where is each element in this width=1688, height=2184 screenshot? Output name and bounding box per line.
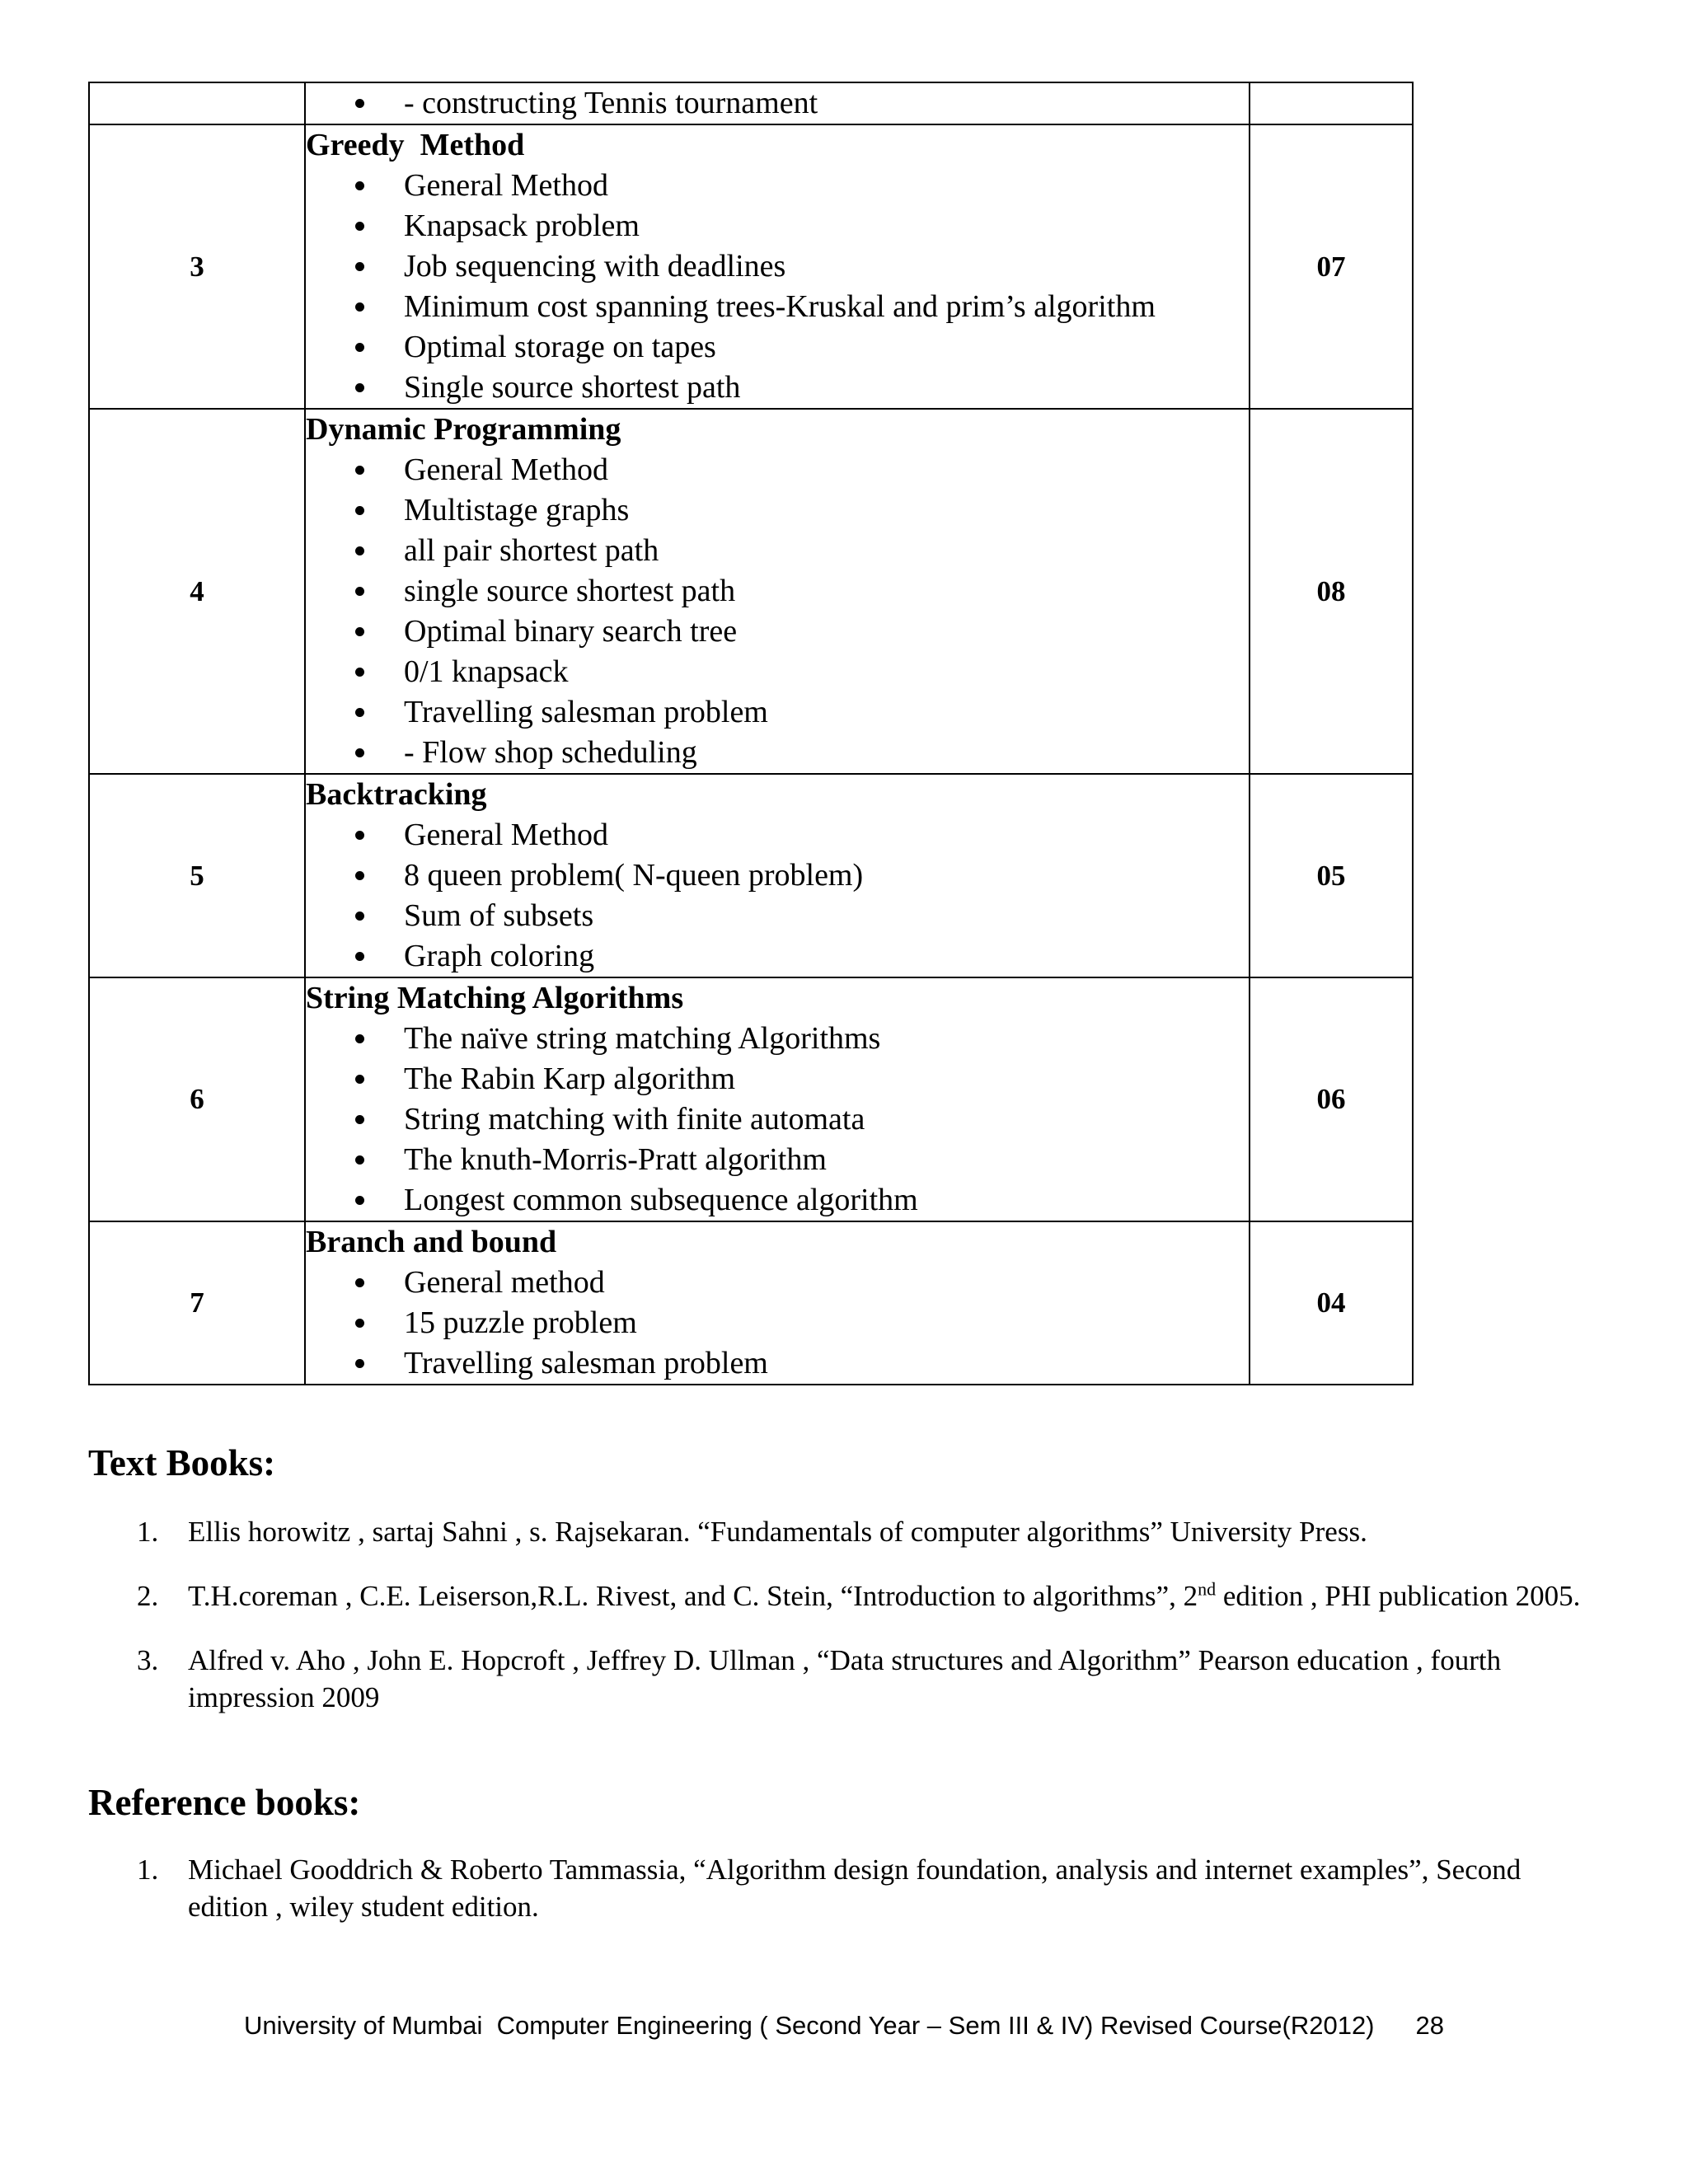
module-row [89,977,1413,1221]
module-hours: 06 [1250,977,1413,1221]
module-hours: 08 [1250,409,1413,774]
page-footer [0,2009,1688,2042]
topic-item: Optimal storage on tapes [306,327,1249,368]
book-citation: Alfred v. Aho , John E. Hopcroft , Jeffrey D. Ullman , “Data structures and Algorithm” Pearson education , fourth impression 2009 [188,1644,1502,1713]
module-content [305,82,1250,124]
topic-list [306,450,1249,773]
topic-list [306,166,1249,408]
module-number: 3 [89,124,305,409]
module-number: 6 [89,977,305,1221]
module-content [305,124,1250,409]
topic-item: The knuth-Morris-Pratt algorithm [306,1140,1249,1180]
topic-item: The Rabin Karp algorithm [306,1059,1249,1099]
topic-item: General method [306,1263,1249,1303]
module-content [305,977,1250,1221]
page-number: 28 [1415,2011,1444,2040]
module-row [89,82,1413,124]
topic-item: 15 puzzle problem [306,1303,1249,1343]
reference-books-list [132,1851,1599,1952]
book-item [132,1642,1599,1716]
module-title: Branch and bound [306,1225,557,1259]
module-title: Greedy Method [306,128,525,162]
topic-item: Longest common subsequence algorithm [306,1180,1249,1221]
topic-item: Minimum cost spanning trees-Kruskal and prim’s algorithm [306,287,1249,327]
module-number [89,82,305,124]
module-row [89,409,1413,774]
module-row [89,1221,1413,1385]
book-item [132,1851,1599,1925]
module-hours: 07 [1250,124,1413,409]
topic-item: Travelling salesman problem [306,692,1249,733]
topic-item: Job sequencing with deadlines [306,246,1249,287]
topic-item: 0/1 knapsack [306,652,1249,692]
module-hours: 05 [1250,774,1413,977]
reference-books-heading: Reference books: [88,1782,361,1823]
syllabus-table [88,82,1414,1385]
topic-item: Multistage graphs [306,490,1249,531]
module-title: Dynamic Programming [306,412,621,447]
module-number: 5 [89,774,305,977]
module-content [305,774,1250,977]
book-citation: T.H.coreman , C.E. Leiserson,R.L. Rivest, and C. Stein, “Introduction to algorithms”, 2 [188,1580,1198,1612]
footer-text: University of Mumbai Computer Engineering ( Second Year – Sem III & IV) Revised Course(R2012) [243,2011,1375,2040]
book-number: 2. [137,1580,159,1612]
book-item [132,1577,1599,1615]
book-number: 3. [137,1644,159,1676]
module-title: String Matching Algorithms [306,981,684,1015]
topic-item: General Method [306,450,1249,490]
topic-item: 8 queen problem( N-queen problem) [306,855,1249,896]
topic-item: Single source shortest path [306,368,1249,408]
topic-item: String matching with finite automata [306,1099,1249,1140]
module-row [89,774,1413,977]
module-content [305,1221,1250,1385]
book-number: 1. [137,1516,159,1548]
book-citation: Michael Gooddrich & Roberto Tammassia, “Algorithm design foundation, analysis and internet examples”, Second edition , wiley student edition. [188,1854,1522,1923]
text-books-heading: Text Books: [88,1442,276,1483]
module-number: 7 [89,1221,305,1385]
module-number: 4 [89,409,305,774]
module-title: Backtracking [306,777,487,812]
topic-item: General Method [306,166,1249,206]
topic-list [306,1019,1249,1221]
topic-item: - constructing Tennis tournament [306,83,1249,124]
topic-item: General Method [306,815,1249,855]
book-citation-continued: edition , PHI publication 2005. [1216,1580,1581,1612]
topic-list [306,815,1249,977]
topic-item: The naïve string matching Algorithms [306,1019,1249,1059]
module-hours: 04 [1250,1221,1413,1385]
topic-list [306,1263,1249,1384]
ordinal-suffix: nd [1198,1578,1217,1600]
topic-item: Graph coloring [306,936,1249,977]
topic-item: Knapsack problem [306,206,1249,246]
topic-item: Travelling salesman problem [306,1343,1249,1384]
book-citation: Ellis horowitz , sartaj Sahni , s. Rajsekaran. “Fundamentals of computer algorithms” University Press. [188,1516,1367,1548]
module-row [89,124,1413,409]
topic-item: all pair shortest path [306,531,1249,571]
module-hours [1250,82,1413,124]
topic-item: single source shortest path [306,571,1249,612]
book-item [132,1513,1599,1550]
topic-item: Optimal binary search tree [306,612,1249,652]
topic-item: Sum of subsets [306,896,1249,936]
topic-list [306,83,1249,124]
book-number: 1. [137,1854,159,1886]
module-content [305,409,1250,774]
topic-item: - Flow shop scheduling [306,733,1249,773]
text-books-list [132,1513,1599,1743]
